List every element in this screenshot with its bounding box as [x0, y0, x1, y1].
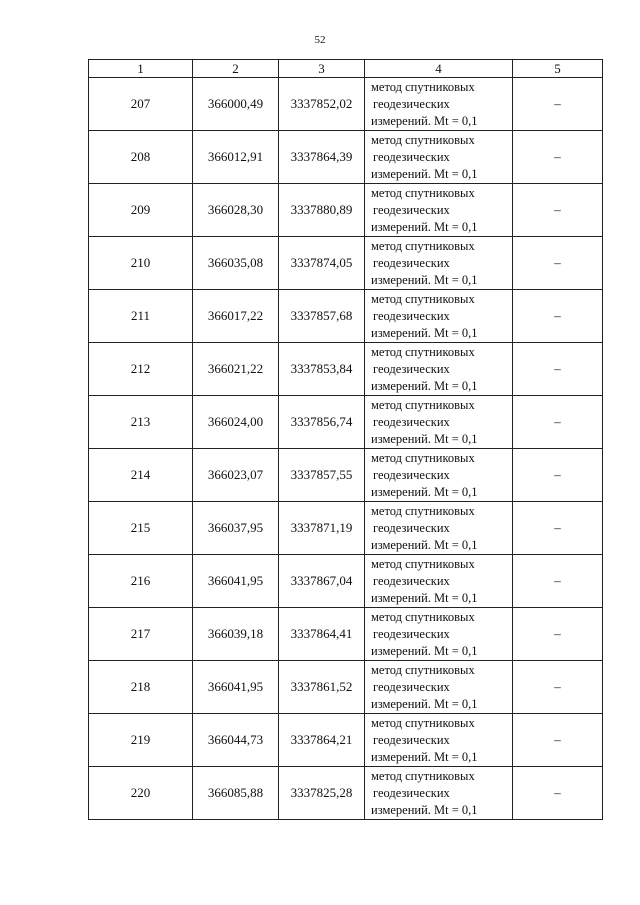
y-coordinate-cell: 3337871,19 [279, 502, 365, 555]
note-cell: – [513, 714, 603, 767]
method-cell [365, 78, 513, 131]
method-line: метод спутниковых [371, 397, 475, 412]
method-line: метод спутниковых [371, 662, 475, 677]
method-cell [365, 237, 513, 290]
table-row [89, 131, 603, 184]
method-cell [365, 396, 513, 449]
method-cell [365, 661, 513, 714]
x-coordinate-cell: 366017,22 [193, 290, 279, 343]
y-coordinate-cell: 3337864,39 [279, 131, 365, 184]
point-number-cell: 214 [89, 449, 193, 502]
method-line: метод спутниковых [371, 503, 475, 518]
method-line: геодезических [373, 202, 450, 217]
x-coordinate-cell: 366012,91 [193, 131, 279, 184]
method-line: измерений. Mt = 0,1 [371, 166, 478, 181]
point-number-cell: 208 [89, 131, 193, 184]
method-cell [365, 714, 513, 767]
y-coordinate-cell: 3337880,89 [279, 184, 365, 237]
note-cell: – [513, 502, 603, 555]
method-cell [365, 608, 513, 661]
note-cell: – [513, 661, 603, 714]
y-coordinate-cell: 3337861,52 [279, 661, 365, 714]
table-row [89, 290, 603, 343]
point-number-cell: 209 [89, 184, 193, 237]
x-coordinate-cell: 366041,95 [193, 555, 279, 608]
note-cell: – [513, 767, 603, 820]
method-line: геодезических [373, 96, 450, 111]
point-number-cell: 207 [89, 78, 193, 131]
method-line: метод спутниковых [371, 238, 475, 253]
point-number-cell: 219 [89, 714, 193, 767]
x-coordinate-cell: 366024,00 [193, 396, 279, 449]
method-line: измерений. Mt = 0,1 [371, 749, 478, 764]
x-coordinate-cell: 366035,08 [193, 237, 279, 290]
method-cell [365, 502, 513, 555]
method-line: геодезических [373, 732, 450, 747]
table-row [89, 343, 603, 396]
note-cell: – [513, 449, 603, 502]
header-cell: 5 [513, 60, 603, 78]
table-row [89, 396, 603, 449]
point-number-cell: 215 [89, 502, 193, 555]
header-cell: 4 [365, 60, 513, 78]
note-cell: – [513, 555, 603, 608]
note-cell: – [513, 343, 603, 396]
method-line: измерений. Mt = 0,1 [371, 802, 478, 817]
method-line: геодезических [373, 573, 450, 588]
x-coordinate-cell: 366023,07 [193, 449, 279, 502]
method-line: измерений. Mt = 0,1 [371, 537, 478, 552]
table-row [89, 449, 603, 502]
method-line: метод спутниковых [371, 715, 475, 730]
method-line: метод спутниковых [371, 450, 475, 465]
method-line: измерений. Mt = 0,1 [371, 272, 478, 287]
x-coordinate-cell: 366028,30 [193, 184, 279, 237]
y-coordinate-cell: 3337864,41 [279, 608, 365, 661]
table-row [89, 767, 603, 820]
table-row [89, 78, 603, 131]
y-coordinate-cell: 3337874,05 [279, 237, 365, 290]
method-cell [365, 555, 513, 608]
method-line: метод спутниковых [371, 291, 475, 306]
x-coordinate-cell: 366000,49 [193, 78, 279, 131]
table-row [89, 608, 603, 661]
table-row [89, 237, 603, 290]
y-coordinate-cell: 3337857,68 [279, 290, 365, 343]
header-cell: 3 [279, 60, 365, 78]
coordinates-table [88, 59, 603, 820]
method-line: измерений. Mt = 0,1 [371, 325, 478, 340]
point-number-cell: 210 [89, 237, 193, 290]
method-cell [365, 184, 513, 237]
y-coordinate-cell: 3337856,74 [279, 396, 365, 449]
method-line: метод спутниковых [371, 344, 475, 359]
method-line: измерений. Mt = 0,1 [371, 378, 478, 393]
method-line: геодезических [373, 785, 450, 800]
table-row [89, 502, 603, 555]
method-line: геодезических [373, 414, 450, 429]
note-cell: – [513, 237, 603, 290]
y-coordinate-cell: 3337867,04 [279, 555, 365, 608]
y-coordinate-cell: 3337852,02 [279, 78, 365, 131]
method-cell [365, 290, 513, 343]
header-cell: 1 [89, 60, 193, 78]
note-cell: – [513, 184, 603, 237]
point-number-cell: 213 [89, 396, 193, 449]
page-number: 52 [314, 34, 326, 46]
method-line: метод спутниковых [371, 768, 475, 783]
method-cell [365, 449, 513, 502]
method-cell [365, 343, 513, 396]
method-line: геодезических [373, 255, 450, 270]
method-line: геодезических [373, 679, 450, 694]
method-line: геодезических [373, 467, 450, 482]
y-coordinate-cell: 3337825,28 [279, 767, 365, 820]
point-number-cell: 217 [89, 608, 193, 661]
y-coordinate-cell: 3337853,84 [279, 343, 365, 396]
note-cell: – [513, 290, 603, 343]
method-line: геодезических [373, 308, 450, 323]
method-line: измерений. Mt = 0,1 [371, 219, 478, 234]
table-row [89, 661, 603, 714]
method-line: измерений. Mt = 0,1 [371, 643, 478, 658]
y-coordinate-cell: 3337864,21 [279, 714, 365, 767]
method-line: геодезических [373, 626, 450, 641]
x-coordinate-cell: 366044,73 [193, 714, 279, 767]
point-number-cell: 220 [89, 767, 193, 820]
method-line: метод спутниковых [371, 556, 475, 571]
table-body [89, 60, 603, 820]
note-cell: – [513, 396, 603, 449]
table-header-row [89, 60, 603, 78]
y-coordinate-cell: 3337857,55 [279, 449, 365, 502]
point-number-cell: 212 [89, 343, 193, 396]
header-cell: 2 [193, 60, 279, 78]
note-cell: – [513, 131, 603, 184]
table-row [89, 555, 603, 608]
method-line: метод спутниковых [371, 185, 475, 200]
method-line: метод спутниковых [371, 79, 475, 94]
x-coordinate-cell: 366085,88 [193, 767, 279, 820]
point-number-cell: 216 [89, 555, 193, 608]
point-number-cell: 218 [89, 661, 193, 714]
method-line: измерений. Mt = 0,1 [371, 590, 478, 605]
method-line: метод спутниковых [371, 132, 475, 147]
method-line: измерений. Mt = 0,1 [371, 113, 478, 128]
method-line: геодезических [373, 361, 450, 376]
point-number-cell: 211 [89, 290, 193, 343]
method-line: измерений. Mt = 0,1 [371, 696, 478, 711]
note-cell: – [513, 78, 603, 131]
method-line: метод спутниковых [371, 609, 475, 624]
method-line: измерений. Mt = 0,1 [371, 431, 478, 446]
table-row [89, 714, 603, 767]
method-line: геодезических [373, 520, 450, 535]
method-line: геодезических [373, 149, 450, 164]
x-coordinate-cell: 366041,95 [193, 661, 279, 714]
method-line: измерений. Mt = 0,1 [371, 484, 478, 499]
x-coordinate-cell: 366021,22 [193, 343, 279, 396]
method-cell [365, 131, 513, 184]
table-row [89, 184, 603, 237]
method-cell [365, 767, 513, 820]
note-cell: – [513, 608, 603, 661]
x-coordinate-cell: 366037,95 [193, 502, 279, 555]
x-coordinate-cell: 366039,18 [193, 608, 279, 661]
